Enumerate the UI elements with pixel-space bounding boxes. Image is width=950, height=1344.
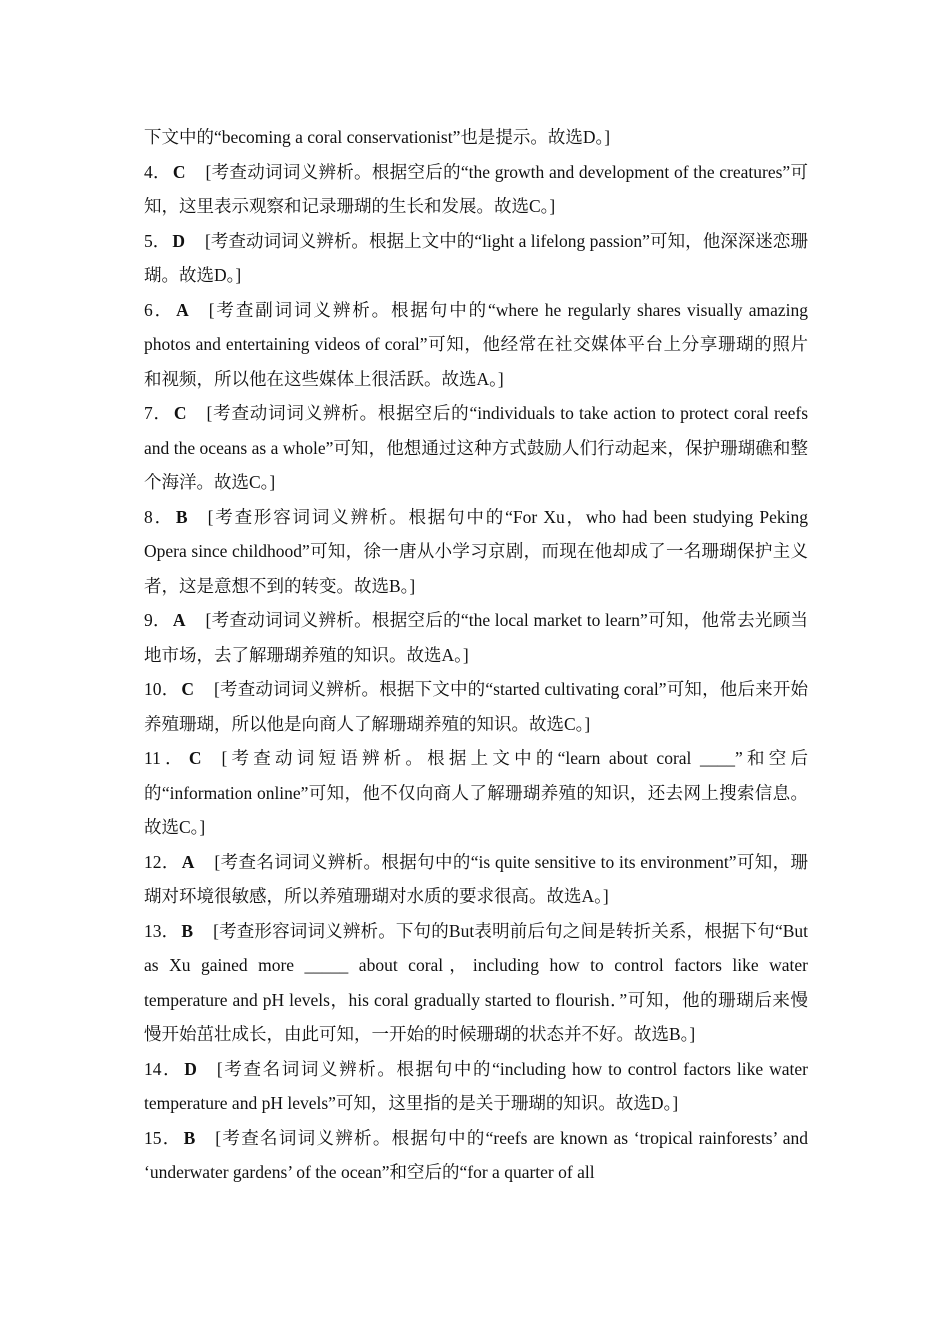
answer-item-5 <box>144 224 808 293</box>
answer-item-10 <box>144 672 808 741</box>
item-answer: B <box>183 1127 196 1148</box>
answer-item-4 <box>144 155 808 224</box>
item-explanation: [考查名词词义辨析。根据句中的“reefs are known as ‘tropical rainforests’ and ‘underwater gardens’ of the ocean”和空后的“for a quarter of all <box>144 1127 809 1182</box>
item-answer: A <box>172 610 186 630</box>
item-answer: C <box>173 403 187 423</box>
answer-item-13 <box>144 914 808 1052</box>
answer-explanations <box>144 120 808 1190</box>
item-number: 5． <box>144 230 171 251</box>
item-explanation: [考查形容词词义辨析。下句的But表明前后句之间是转折关系，根据下句“But as Xu gained more _____ about coral，including how to control factors like water temperature and pH levels，his coral gradually started to flourish．”可知，他的珊瑚后来慢慢开始茁壮成长，由此可知，一开始的时候珊瑚的状态并不好。故选B。] <box>144 920 809 1044</box>
answer-item-6 <box>144 293 808 397</box>
answer-item-12 <box>144 845 808 914</box>
answer-item-15 <box>144 1121 808 1190</box>
item-number: 4． <box>144 161 171 182</box>
item-explanation: [考查动词词义辨析。根据空后的“the growth and development of the creatures”可知，这里表示观察和记录珊瑚的生长和发展。故选C。] <box>144 161 809 216</box>
item-explanation: [考查动词词义辨析。根据下文中的“started cultivating coral”可知，他后来开始养殖珊瑚，所以他是向商人了解珊瑚养殖的知识。故选C。] <box>144 679 809 734</box>
item-number: 7． <box>144 403 172 423</box>
item-answer: C <box>181 679 195 699</box>
item-number: 14． <box>144 1058 183 1079</box>
item-answer: A <box>181 851 195 872</box>
item-number: 9． <box>144 610 171 630</box>
item-explanation: [考查副词词义辨析。根据句中的“where he regularly shares visually amazing photos and entertaining videos of coral”可知，他经常在社交媒体平台上分享珊瑚的照片和视频，所以他在这些媒体上很活跃。故选A。] <box>144 299 809 389</box>
item-answer: B <box>181 920 194 941</box>
item-answer: D <box>172 230 186 251</box>
answer-item-8 <box>144 500 808 604</box>
answer-item-9 <box>144 603 808 672</box>
item-explanation: [考查动词词义辨析。根据空后的“the local market to learn”可知，他常去光顾当地市场，去了解珊瑚养殖的知识。故选A。] <box>144 610 809 665</box>
item-number: 10． <box>144 679 180 699</box>
item-answer: D <box>184 1058 197 1079</box>
item-explanation: [考查形容词词义辨析。根据句中的“For Xu，who had been studying Peking Opera since childhood”可知，徐一唐从小学习京剧，而现在他却成了一名珊瑚保护主义者，这是意想不到的转变。故选B。] <box>144 506 809 596</box>
item-number: 12． <box>144 851 180 872</box>
item-number: 6． <box>144 299 175 320</box>
item-number: 8． <box>144 506 174 527</box>
item-answer: C <box>172 161 186 182</box>
item-explanation: [考查动词词义辨析。根据空后的“individuals to take action to protect coral reefs and the oceans as a whole”可知，他想通过这种方式鼓励人们行动起来，保护珊瑚礁和整个海洋。故选C。] <box>144 403 809 492</box>
item-answer: A <box>176 299 189 320</box>
item-explanation: [考查名词词义辨析。根据句中的“including how to control factors like water temperature and pH levels”可知，这里指的是关于珊瑚的知识。故选D。] <box>144 1058 808 1113</box>
answer-item-11 <box>144 741 808 845</box>
item-explanation: [考查动词词义辨析。根据上文中的“light a lifelong passion”可知，他深深迷恋珊瑚。故选D。] <box>144 230 808 285</box>
item-number: 11． <box>144 748 187 768</box>
item-number: 15． <box>144 1127 182 1148</box>
answer-item-14 <box>144 1052 808 1121</box>
item-answer: B <box>175 506 188 527</box>
item-answer: C <box>188 748 202 768</box>
intro-paragraph: 下文中的“becoming a coral conservationist”也是提示。故选D。] <box>144 127 611 147</box>
item-number: 13． <box>144 920 180 941</box>
item-explanation: [考查名词词义辨析。根据句中的“is quite sensitive to its environment”可知，珊瑚对环境很敏感，所以养殖珊瑚对水质的要求很高。故选A。] <box>144 851 808 906</box>
item-explanation: [考查动词短语辨析。根据上文中的“learn about coral ____”和空后的“information online”可知，他不仅向商人了解珊瑚养殖的知识，还去网上搜索信息。故选C。] <box>144 748 808 837</box>
answer-item-7 <box>144 396 808 500</box>
